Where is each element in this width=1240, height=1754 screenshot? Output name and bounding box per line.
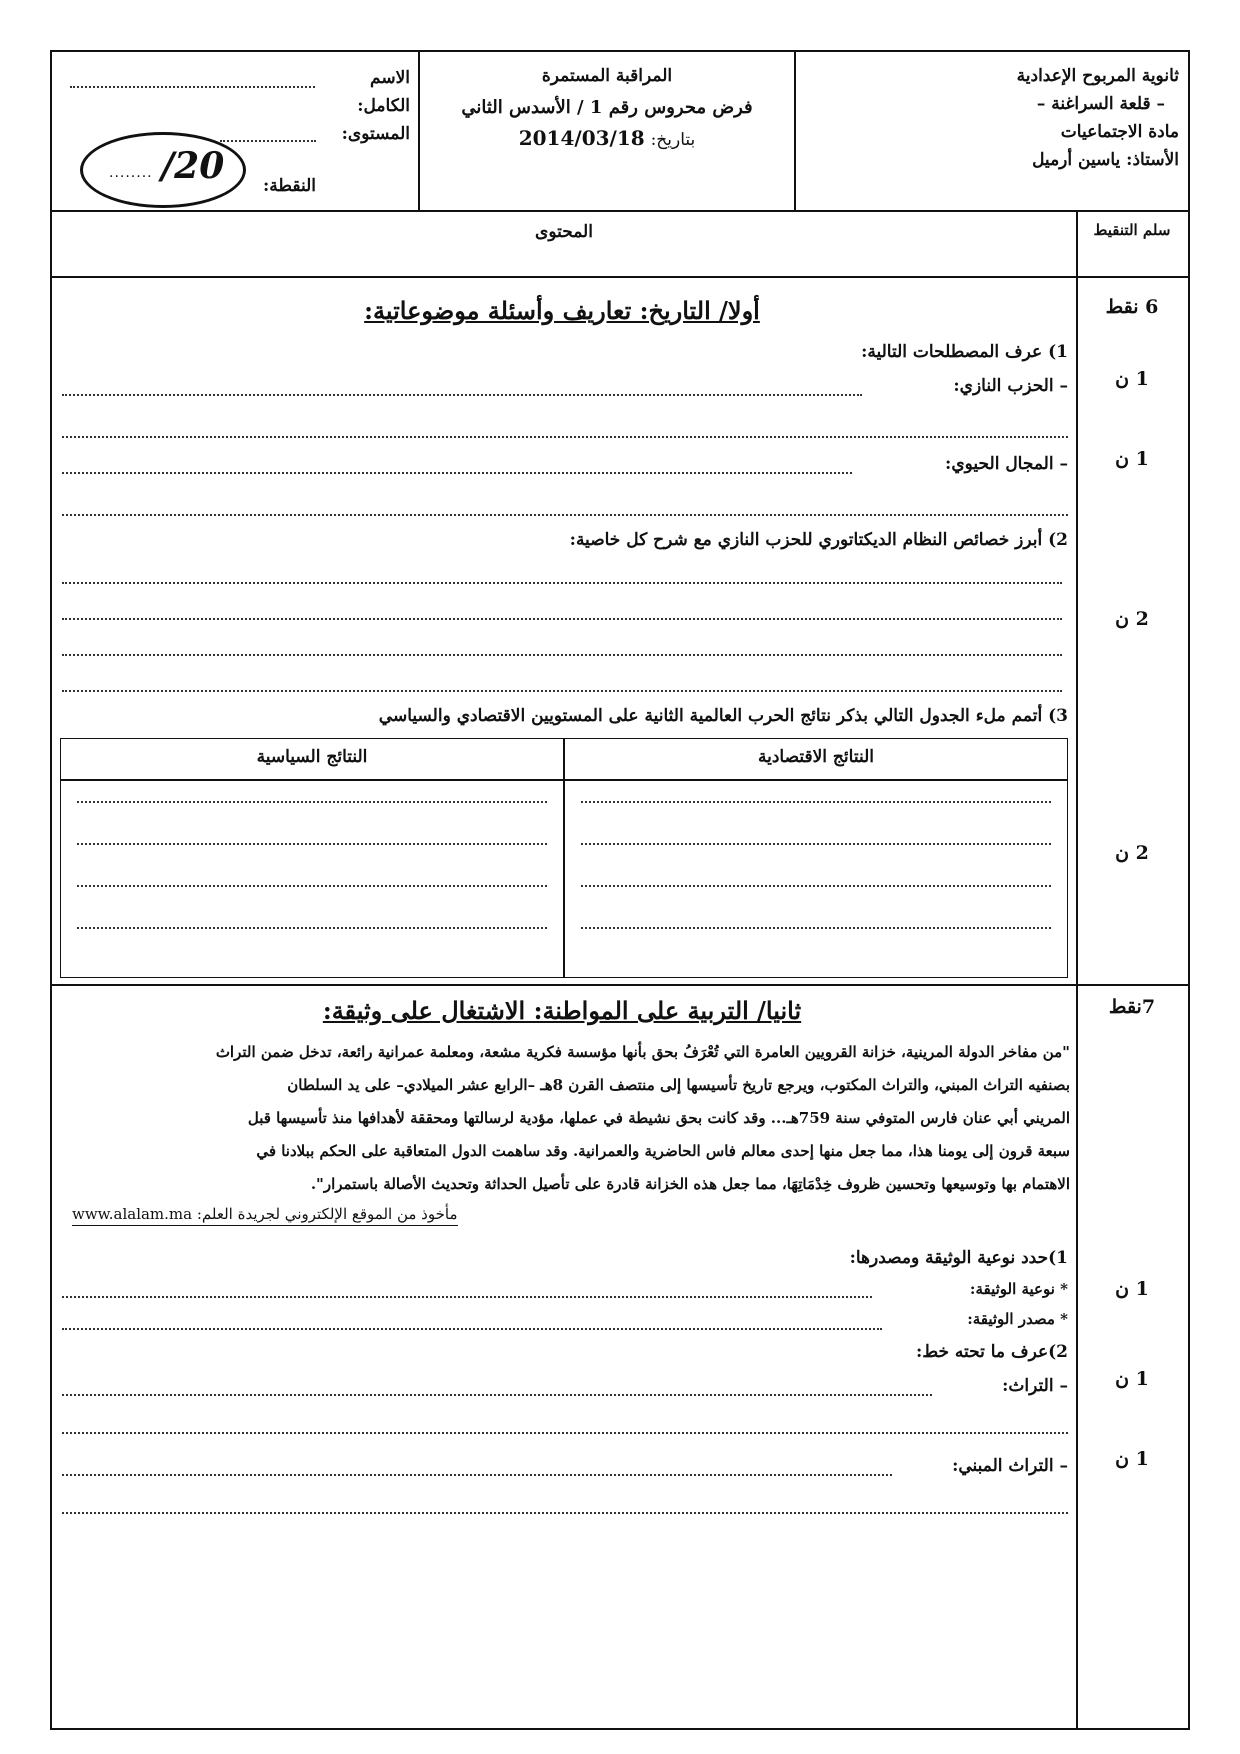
header-divider [418, 52, 420, 210]
col-political-results: النتائج السياسية [256, 747, 368, 767]
p1-question-1: 1) عرف المصطلحات التالية: [861, 342, 1068, 362]
date-value: 2014/03/18 [518, 126, 645, 150]
p1-term1-line[interactable] [62, 394, 862, 396]
p1-term2-line[interactable] [62, 472, 852, 474]
school-name: ثانوية المربوح الإعدادية [1016, 66, 1179, 86]
header-divider [794, 52, 796, 210]
p2-term2-line[interactable] [62, 1474, 892, 1476]
scale-column-title: سلم التنقيط [1093, 221, 1171, 239]
level-label: المستوى: [341, 124, 410, 144]
grade-blank[interactable]: ........ [109, 165, 153, 181]
p2-mark-3: 1 ن [1115, 1448, 1149, 1470]
p1-mark-2: 1 ن [1115, 448, 1149, 470]
exam-info [422, 62, 792, 154]
part2-title: ثانيا/ التربية على المواطنة: الاشتغال على وثيقة: [322, 996, 802, 1025]
p2-term-2: – التراث المبني: [952, 1456, 1068, 1476]
p1-term2-line[interactable] [62, 514, 1068, 516]
date-label: بتاريخ: [650, 130, 696, 150]
p1-answer-line[interactable] [62, 654, 1062, 656]
teacher: الأستاذ: ياسين أرميل [1032, 150, 1179, 170]
p2-mark-2: 1 ن [1115, 1368, 1149, 1390]
grade-label: النقطة: [263, 176, 316, 196]
grade-total: /20 [161, 145, 225, 187]
exam-sheet [50, 50, 1190, 1730]
part1-title: أولا/ التاريخ: تعاريف وأسئلة موضوعاتية: [364, 296, 760, 325]
name-field[interactable] [70, 86, 315, 88]
econ-line[interactable] [581, 885, 1051, 887]
exam-subtitle: فرض محروس رقم 1 / الأسدس الثاني [461, 97, 753, 118]
part-divider [52, 984, 1188, 986]
grade-oval [80, 132, 246, 208]
pol-line[interactable] [77, 801, 547, 803]
p1-mark-4: 2 ن [1115, 842, 1149, 864]
part2-points: 7نقط [1108, 996, 1156, 1018]
p1-question-3: 3) أتمم ملء الجدول التالي بذكر نتائج الحرب العالمية الثانية على المستويين الاقتصادي والسياسي [378, 706, 1068, 726]
header-bottom-border [52, 210, 1188, 212]
part1-points: 6 نقط [1105, 296, 1159, 318]
doc-line: المريني أبي عنان فارس المتوفي سنة 759هـ... وقد كانت بحق نشيطة في عملها، مؤدية لرسالتها ومحققة لأهدافها منذ تأسيسها قبل [247, 1109, 1070, 1127]
table-col-divider [563, 739, 565, 977]
p1-question-2: 2) أبرز خصائص النظام الديكتاتوري للحزب النازي مع شرح كل خاصية: [569, 530, 1068, 550]
p1-mark-3: 2 ن [1115, 608, 1149, 630]
econ-line[interactable] [581, 927, 1051, 929]
exam-date-row [422, 124, 792, 154]
subject: مادة الاجتماعيات [1060, 122, 1179, 142]
content-column-title: المحتوى [535, 222, 593, 242]
pol-line[interactable] [77, 843, 547, 845]
level-field[interactable] [220, 140, 316, 142]
p2-term-1: – التراث: [1002, 1376, 1068, 1396]
p2-doc-type: * نوعية الوثيقة: [969, 1280, 1068, 1298]
name-label: الاسم الكامل: [357, 68, 410, 116]
econ-line[interactable] [581, 843, 1051, 845]
school-city: – قلعة السراغنة – [1036, 94, 1165, 114]
pol-line[interactable] [77, 885, 547, 887]
p1-term-2: – المجال الحيوي: [945, 454, 1068, 474]
p1-term1-line[interactable] [62, 436, 1068, 438]
pol-line[interactable] [77, 927, 547, 929]
doc-source: مأخوذ من الموقع الإلكتروني لجريدة العلم: www.alalam.ma [72, 1205, 458, 1226]
scale-column-border [1076, 210, 1078, 1730]
p2-term1-line[interactable] [62, 1432, 1068, 1434]
p1-mark-1: 1 ن [1115, 368, 1149, 390]
column-header-border [52, 276, 1188, 278]
doc-source-wrap [72, 1204, 552, 1223]
table-header-border [61, 779, 1067, 781]
p1-term-1: – الحزب النازي: [953, 376, 1068, 396]
col-economic-results: النتائج الاقتصادية [758, 747, 874, 767]
p2-doc-type-line[interactable] [62, 1296, 872, 1298]
p1-answer-line[interactable] [62, 582, 1062, 584]
exam-title: المراقبة المستمرة [541, 66, 673, 86]
p1-answer-line[interactable] [62, 618, 1062, 620]
p2-mark-1: 1 ن [1115, 1278, 1149, 1300]
p2-term1-line[interactable] [62, 1394, 932, 1396]
part1-title-wrap [52, 296, 1072, 325]
doc-line: الاهتمام بها وتوسيعها وتحسين ظروف خِدْمَاتِهَا، مما جعل هذه الخزانة قادرة على تأصيل الحداثة وتحديث الأصالة باستمرار". [310, 1175, 1070, 1193]
results-table [60, 738, 1068, 978]
p2-term2-line[interactable] [62, 1512, 1068, 1514]
p2-doc-source: * مصدر الوثيقة: [967, 1310, 1068, 1328]
doc-line: "من مفاخر الدولة المرينية، خزانة القرويين العامرة التي تُعْرَفُ بحق بأنها مؤسسة فكرية مشعة، ومعلمة عمرانية رائعة، تدخل ضمن التراث [215, 1043, 1070, 1061]
p2-question-1: 1)حدد نوعية الوثيقة ومصدرها: [849, 1248, 1068, 1268]
p1-answer-line[interactable] [62, 690, 1062, 692]
doc-line: بصنفيه التراث المبني، والتراث المكتوب، ويرجع تاريخ تأسيسها إلى منتصف القرن 8هـ –الرابع عشر الميلادي– على يد السلطان [287, 1076, 1070, 1094]
econ-line[interactable] [581, 801, 1051, 803]
document-text [62, 1036, 1070, 1201]
doc-line: سبعة قرون إلى يومنا هذا، مما جعل منها إحدى معالم فاس الحاضرية والعمرانية. وقد ساهمت الدول المتعاقبة على الحكم ببلادنا في [256, 1142, 1070, 1160]
school-info [804, 62, 1179, 174]
p2-question-2: 2)عرف ما تحته خط: [916, 1342, 1068, 1362]
p2-doc-source-line[interactable] [62, 1328, 882, 1330]
part2-title-wrap [52, 996, 1072, 1025]
